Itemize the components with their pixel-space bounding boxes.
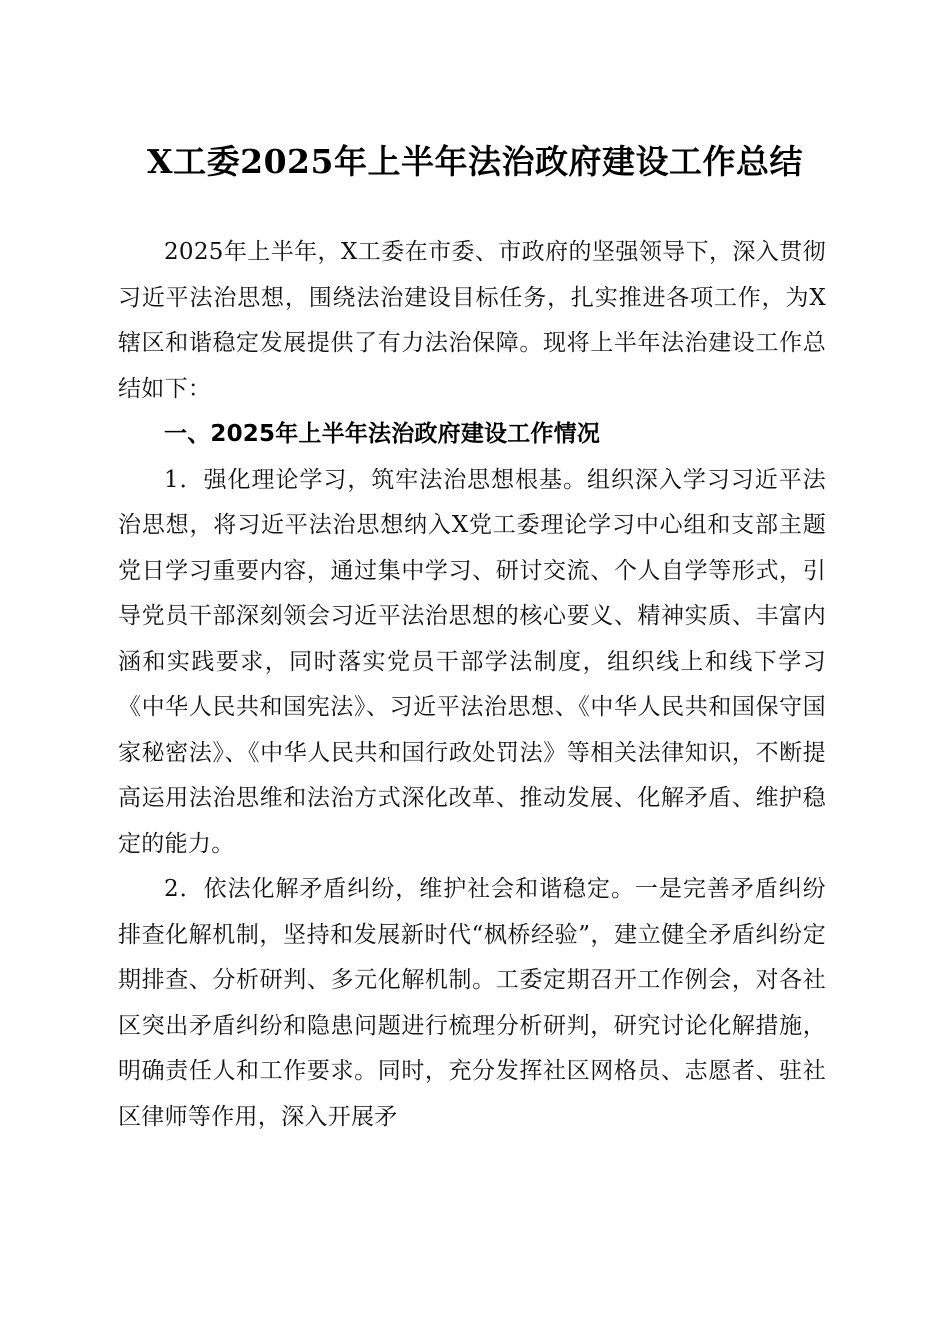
document-body [118, 230, 826, 1140]
section-heading: 一、2025年上半年法治政府建设工作情况 [164, 421, 601, 447]
intro-paragraph: 2025年上半年，X工委在市委、市政府的坚强领导下，深入贯彻习近平法治思想，围绕法治建设目标任务，扎实推进各项工作，为X辖区和谐稳定发展提供了有力法治保障。现将上半年法治建设工作总结如下： [118, 239, 826, 402]
item-paragraph-2: 2．依法化解矛盾纠纷，维护社会和谐稳定。一是完善矛盾纠纷排查化解机制，坚持和发展新时代“枫桥经验”，建立健全矛盾纠纷定期排查、分析研判、多元化解机制。工委定期召开工作例会，对各社区突出矛盾纠纷和隐患问题进行梳理分析研判，研究讨论化解措施，明确责任人和工作要求。同时，充分发挥社区网格员、志愿者、驻社区律师等作用，深入开展矛 [118, 876, 826, 1130]
document-title: X工委2025年上半年法治政府建设工作总结 [147, 142, 803, 181]
item-paragraph-1: 1．强化理论学习，筑牢法治思想根基。组织深入学习习近平法治思想，将习近平法治思想纳入X党工委理论学习中心组和支部主题党日学习重要内容，通过集中学习、研讨交流、个人自学等形式，引导党员干部深刻领会习近平法治思想的核心要义、精神实质、丰富内涵和实践要求，同时落实党员干部学法制度，组织线上和线下学习《中华人民共和国宪法》、习近平法治思想、《中华人民共和国保守国家秘密法》、《中华人民共和国行政处罚法》等相关法律知识，不断提高运用法治思维和法治方式深化改革、推动发展、化解矛盾、维护稳定的能力。 [118, 466, 826, 857]
